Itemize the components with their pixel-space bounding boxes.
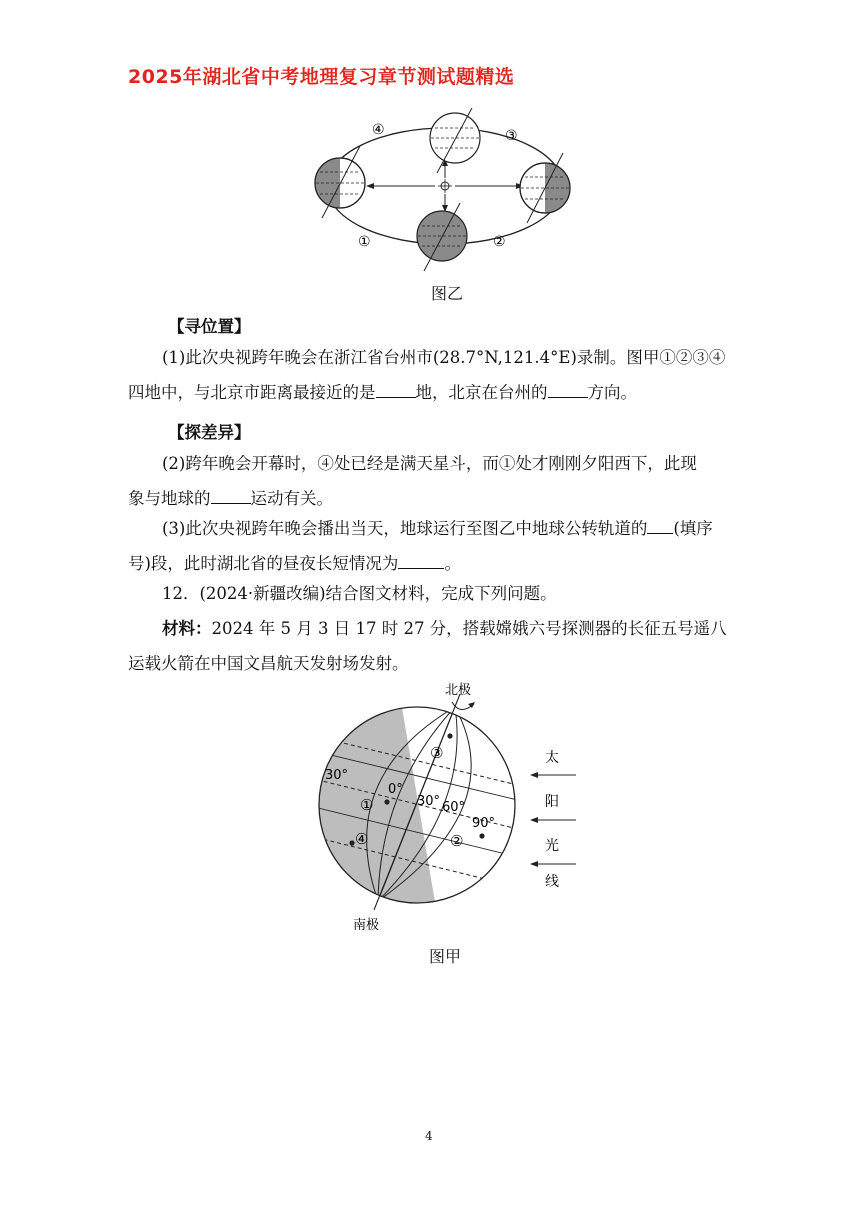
svg-text:阳: 阳	[545, 794, 559, 810]
earth-bottom	[417, 203, 467, 271]
sun-icon	[438, 179, 452, 193]
earth-right	[520, 153, 570, 223]
svg-text:④: ④	[372, 122, 385, 138]
material: 材料：2024 年 5 月 3 日 17 时 27 分，搭载嫦娥六号探测器的长征五号遥八 运载火箭在中国文昌航天发射场发射。	[128, 619, 727, 673]
svg-text:①: ①	[358, 234, 371, 250]
figure-b-caption: 图乙	[431, 284, 464, 303]
svg-text:②: ②	[493, 234, 506, 250]
svg-text:南极: 南极	[353, 918, 380, 933]
svg-text:太: 太	[545, 750, 559, 766]
svg-text:①: ①	[360, 796, 374, 814]
svg-text:线: 线	[545, 874, 559, 890]
svg-text:光: 光	[545, 838, 559, 854]
svg-text:90°: 90°	[472, 816, 496, 831]
question-1: (1)此次央视跨年晚会在浙江省台州市(28.7°N,121.4°E)录制。图甲①②③④ 四地中，与北京市距离最接近的是 地，北京在台州的 方向。	[128, 348, 726, 402]
figure-a-caption: 图甲	[429, 947, 462, 966]
svg-text:③: ③	[505, 128, 518, 144]
globe-diagram	[300, 678, 600, 936]
svg-text:③: ③	[430, 744, 444, 762]
question-12: 12．(2024·新疆改编)结合图文材料，完成下列问题。	[162, 584, 557, 603]
svg-text:30°: 30°	[417, 794, 441, 809]
svg-text:②: ②	[450, 832, 464, 850]
svg-text:60°: 60°	[442, 800, 466, 815]
section-find-location: 【寻位置】	[168, 317, 251, 336]
svg-text:30°: 30°	[325, 768, 349, 783]
page-header: 2025年湖北省中考地理复习章节测试题精选	[128, 66, 515, 88]
page-number: 4	[425, 1129, 433, 1143]
svg-text:0°: 0°	[388, 782, 403, 797]
earth-left	[315, 146, 365, 218]
orbit-diagram	[300, 108, 590, 273]
question-2: (2)跨年晚会开幕时，④处已经是满天星斗，而①处才刚刚夕阳西下，此现 象与地球的 运动有关。	[128, 454, 697, 508]
earth-top	[430, 108, 480, 173]
question-3: (3)此次央视跨年晚会播出当天，地球运行至图乙中地球公转轨道的 (填序 号)段，此时湖北省的昼夜长短情况为 。	[128, 511, 748, 581]
svg-text:④: ④	[355, 830, 369, 848]
section-explore-difference: 【探差异】	[168, 423, 251, 442]
svg-text:北极: 北极	[445, 683, 472, 698]
